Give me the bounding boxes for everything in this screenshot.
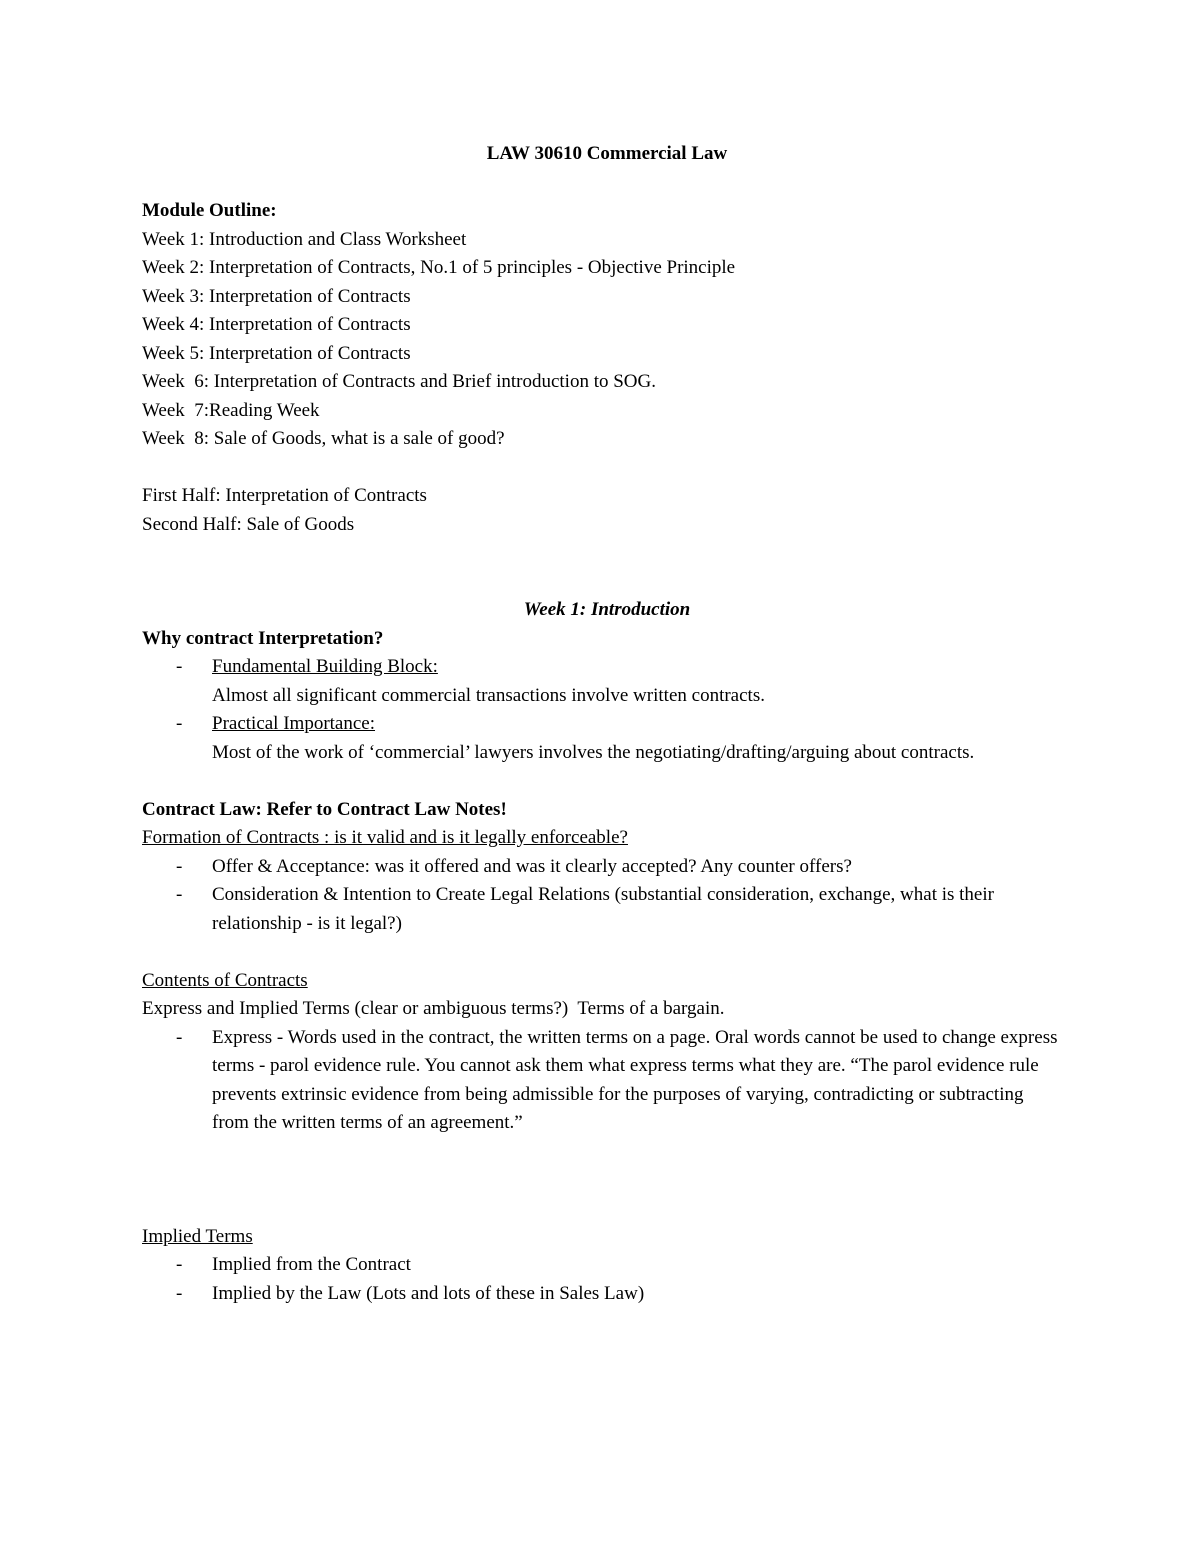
implied-item xyxy=(142,1251,1072,1280)
week-1-line: Week 1: Introduction and Class Worksheet xyxy=(142,228,467,250)
formation-item xyxy=(142,853,1072,882)
implied-heading: Implied Terms xyxy=(142,1225,253,1247)
bullet-dash: - xyxy=(176,855,183,877)
second-half-line: Second Half: Sale of Goods xyxy=(142,513,355,535)
bullet-dash: - xyxy=(176,1254,183,1275)
week-7-line: Week 7:Reading Week xyxy=(142,399,320,421)
bullet-dash: - xyxy=(176,1282,183,1304)
week-2-line: Week 2: Interpretation of Contracts, No.1 of 5 principles - Objective Principle xyxy=(142,257,736,278)
formation-list xyxy=(142,853,1072,939)
week-4-line: Week 4: Interpretation of Contracts xyxy=(142,314,411,335)
why-item-building-block xyxy=(142,653,1072,710)
why-list xyxy=(142,653,1072,767)
contents-list xyxy=(142,1024,1072,1138)
week1-heading: Week 1: Introduction xyxy=(523,599,691,620)
week-6-line: Week 6: Interpretation of Contracts and Brief introduction to SOG. xyxy=(142,371,656,392)
bullet-dash: - xyxy=(176,713,183,734)
week-3-line: Week 3: Interpretation of Contracts xyxy=(142,285,411,307)
implied-item-text: Implied from the Contract xyxy=(212,1254,411,1275)
express-item-text: Express - Words used in the contract, the written terms on a page. Oral words cannot be used to change express terms - parol evidence rule. You cannot ask them what express terms what they are. “The parol evidence rule prevents extrinsic evidence from being admissible for the purposes of varying, contradicting or subtracting from the written terms of an agreement.” xyxy=(212,1026,1058,1133)
express-item xyxy=(142,1024,1072,1138)
contents-heading: Contents of Contracts xyxy=(142,969,308,991)
formation-item-text: Consideration & Intention to Create Legal Relations (substantial consideration, exchange, what is their relationship - is it legal?) xyxy=(212,884,994,934)
why-item-detail: Almost all significant commercial transactions involve written contracts. xyxy=(212,684,765,706)
contents-intro: Express and Implied Terms (clear or ambiguous terms?) Terms of a bargain. xyxy=(142,998,725,1019)
bullet-dash: - xyxy=(176,1026,183,1048)
implied-item-text: Implied by the Law (Lots and lots of these in Sales Law) xyxy=(212,1282,645,1304)
contract-law-heading: Contract Law: Refer to Contract Law Notes! xyxy=(142,798,507,820)
document-page xyxy=(142,140,1072,1308)
week-8-line: Week 8: Sale of Goods, what is a sale of good? xyxy=(142,428,505,449)
formation-item-text: Offer & Acceptance: was it offered and was it clearly accepted? Any counter offers? xyxy=(212,855,852,877)
first-half-line: First Half: Interpretation of Contracts xyxy=(142,485,427,506)
why-item-detail: Most of the work of ‘commercial’ lawyers involves the negotiating/drafting/arguing about contracts. xyxy=(212,741,975,763)
why-item-practical-importance xyxy=(142,710,1072,767)
why-heading: Why contract Interpretation? xyxy=(142,627,384,649)
implied-list xyxy=(142,1251,1072,1308)
implied-item xyxy=(142,1280,1072,1309)
why-item-label: Fundamental Building Block: xyxy=(212,656,438,677)
formation-heading: Formation of Contracts : is it valid and is it legally enforceable? xyxy=(142,827,628,848)
bullet-dash: - xyxy=(176,884,183,905)
week-5-line: Week 5: Interpretation of Contracts xyxy=(142,342,411,364)
why-item-label: Practical Importance: xyxy=(212,713,376,734)
bullet-dash: - xyxy=(176,656,183,677)
document-title: LAW 30610 Commercial Law xyxy=(486,143,728,164)
formation-item xyxy=(142,881,1072,938)
module-outline-heading: Module Outline: xyxy=(142,200,277,221)
